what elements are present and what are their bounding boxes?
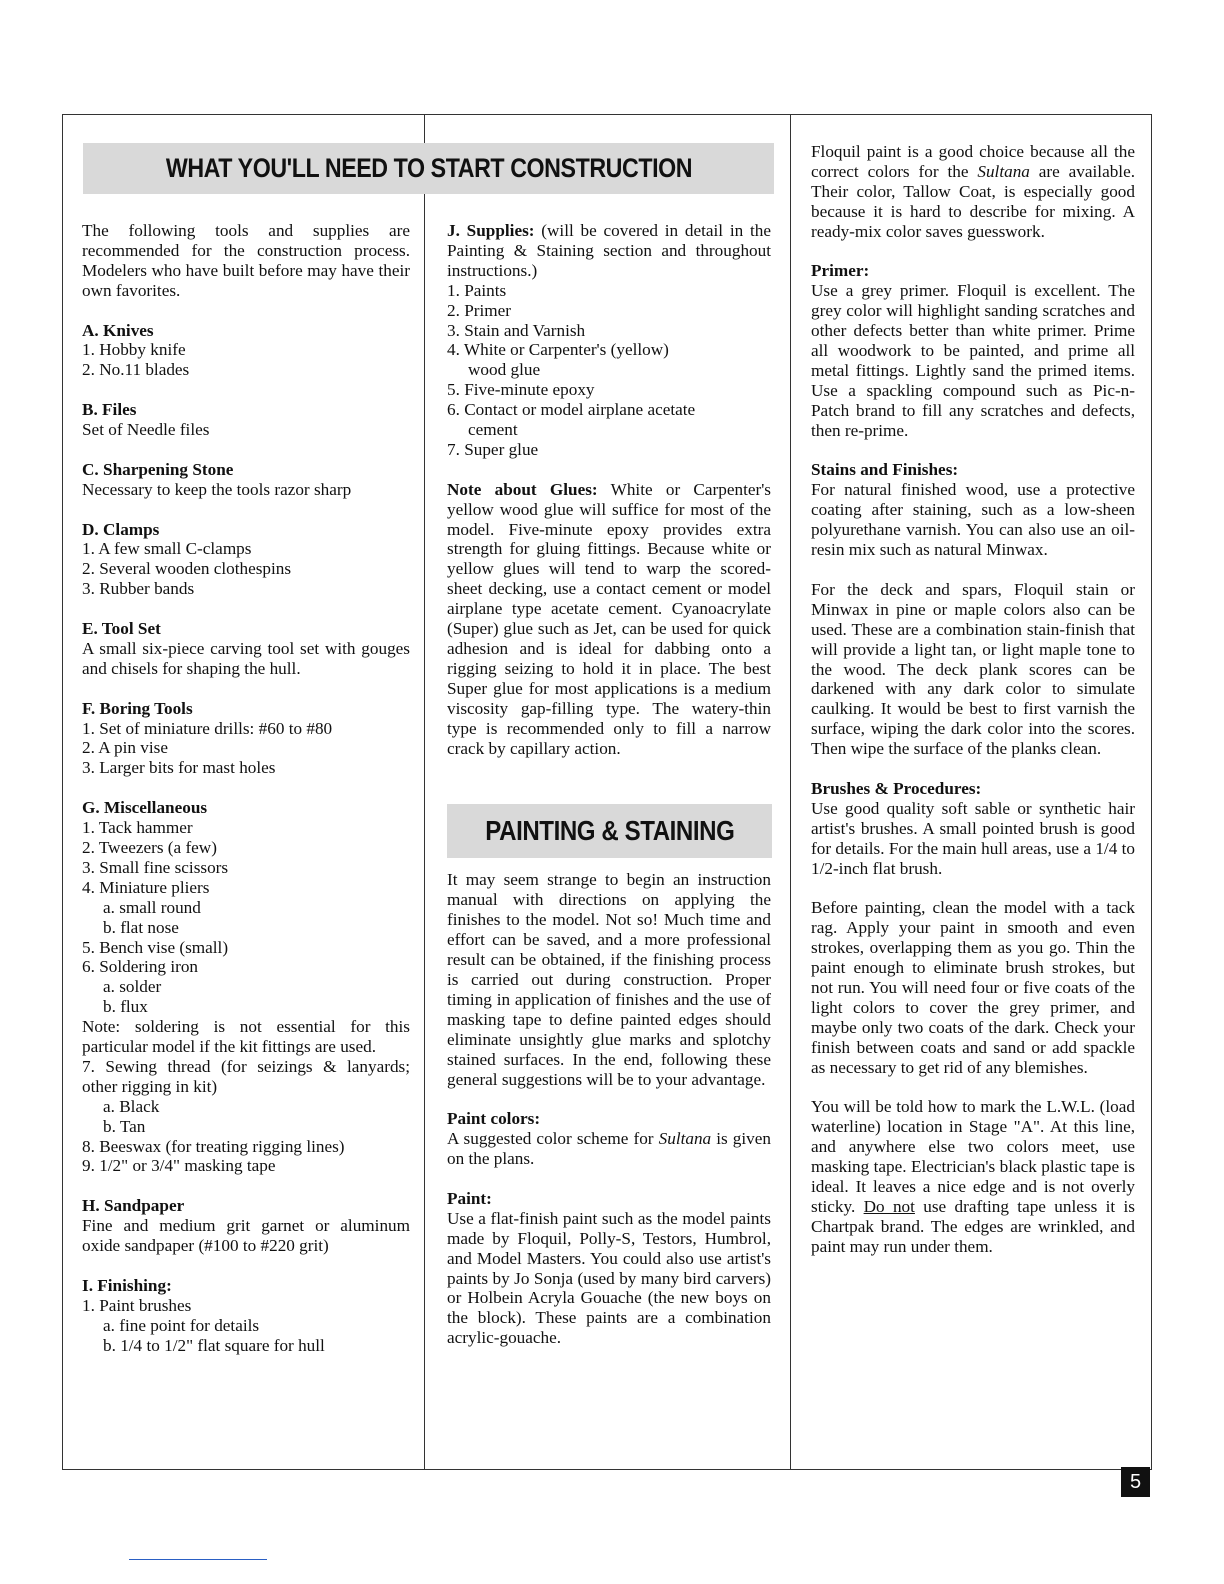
list-item: 3. Stain and Varnish: [447, 320, 586, 340]
sharpening-heading: C. Sharpening Stone: [82, 459, 234, 479]
list-item: 6. Soldering iron: [82, 957, 199, 977]
list-item: 2. No.11 blades: [82, 360, 190, 380]
before-painting-paragraph: Before painting, clean the model with a tack rag. Apply your paint in smooth and even strokes, overlapping them as you go. Thin the paint enough to eliminate brush strokes, but not run. You will need four or five coats of the light colors to cover the grey primer, and maybe only two coats of the dark. Check your finish between coats and sand or add spackle as necessary to get rid of any blemishes.: [811, 898, 1135, 1077]
list-item: 4. White or Carpenter's (yellow): [447, 340, 669, 360]
stains-text: For natural finished wood, use a protective coating after staining, such as a low-sheen polyurethane varnish. You can also use an oil-resin mix such as natural Minwax.: [811, 480, 1135, 560]
footer-rule: [129, 1559, 267, 1560]
section-banner-painting: PAINTING & STAINING: [447, 804, 772, 858]
primer-text: Use a grey primer. Floquil is excellent. The grey color will highlight sanding scratches and other defects better than white primer. Prime all woodwork to be painted, and prime all metal fittings. Lightly sand the primed items. Use a spackling compound such as Pic-n-Patch brand to fill any scratches and defects, then re-prime.: [811, 281, 1135, 440]
paint-colors-heading: Paint colors:: [447, 1109, 541, 1129]
soldering-note: Note: soldering is not essential for this particular model if the kit fittings are used.: [82, 1017, 410, 1057]
toolset-text: A small six-piece carving tool set with gouges and chisels for shaping the hull.: [82, 638, 410, 678]
list-item: 5. Bench vise (small): [82, 937, 229, 957]
glues-paragraph: Note about Glues: White or Carpenter's yellow wood glue will suffice for most of the model. Five-minute epoxy provides extra strength for gluing fittings. Because white or yellow glues will tend to warp the scored-sheet decking, use a contact cement or model airplane type acetate cement. Cyanoacrylate (Super) glue such as Jet, can be used for quick adhesion and is ideal for dabbing onto a rigging seizing to hold it in place. The best Super glue for most applications is a medium viscosity gap-filling type. The watery-thin type is recommended only to fill a narrow crack by capillary action.: [447, 479, 771, 758]
list-item: 1. Hobby knife: [82, 340, 186, 360]
list-subitem: a. fine point for details: [103, 1315, 260, 1335]
deck-paragraph: For the deck and spars, Floquil stain or Minwax in pine or maple colors also can be used. These are a combination stain-finish that will provide a light tan, or light maple tone to the wood. The deck plank scores can be darkened with any dark color to simulate caulking. It would be best to first varnish the surface, wiping the dark color into the scores. Then wipe the surface of the planks clean.: [811, 579, 1135, 759]
list-subitem: a. solder: [103, 977, 162, 997]
column-supplies: [447, 221, 771, 1348]
list-item: 2. A pin vise: [82, 738, 168, 758]
list-item: 7. Super glue: [447, 439, 539, 459]
list-subitem: b. flux: [103, 997, 148, 1017]
sandpaper-heading: H. Sandpaper: [82, 1196, 185, 1216]
list-subitem: b. Tan: [103, 1116, 146, 1136]
list-subitem: b. 1/4 to 1/2" flat square for hull: [103, 1335, 325, 1355]
stains-heading: Stains and Finishes:: [811, 460, 959, 480]
list-item: 4. Miniature pliers: [82, 877, 210, 897]
waterline-paragraph: You will be told how to mark the L.W.L. (load waterline) location in Stage "A". At this line, and anywhere else two colors meet, use masking tape. Electrician's black plastic tape is ideal. It leaves a nice edge and is not overly sticky. Do not use drafting tape unless it is Chartpak brand. The edges are wrinkled, and paint may run under them.: [811, 1097, 1135, 1256]
files-text: Set of Needle files: [82, 420, 210, 440]
list-item-continued: cement: [468, 420, 518, 440]
boring-tools-heading: F. Boring Tools: [82, 698, 193, 718]
section-banner-construction: WHAT YOU'LL NEED TO START CONSTRUCTION: [83, 143, 774, 194]
list-subitem: b. flat nose: [103, 917, 179, 937]
list-item: 5. Five-minute epoxy: [447, 380, 595, 400]
knives-heading: A. Knives: [82, 320, 154, 340]
list-item: 1. A few small C-clamps: [82, 539, 252, 559]
page-number: 5: [1121, 1467, 1150, 1497]
finishing-heading: I. Finishing:: [82, 1275, 172, 1295]
column-finishing: [811, 142, 1135, 1257]
column-divider-2: [790, 114, 791, 1470]
floquil-paragraph: Floquil paint is a good choice because all the correct colors for the Sultana are available. Their color, Tallow Coat, is especially good because it is hard to describe for mixing. A ready-mix color saves guesswork.: [811, 142, 1135, 241]
list-item-continued: wood glue: [468, 360, 541, 380]
paint-heading: Paint:: [447, 1188, 492, 1208]
list-item: 2. Several wooden clothespins: [82, 559, 292, 579]
supplies-heading: J. Supplies:: [447, 221, 535, 240]
list-item: 1. Paints: [447, 280, 507, 300]
sharpening-text: Necessary to keep the tools razor sharp: [82, 479, 352, 499]
painting-intro: It may seem strange to begin an instruction manual with directions on applying the finishes to the model. Not so! Much time and effort can be saved, and a more professional result can be obtained, if the finishing process is carried out during construction. Proper timing in application of finishes and the use of masking tape to define painted edges should eliminate unsightly glue marks and splotchy stained surfaces. In the end, following these general suggestions will be to your advantage.: [447, 870, 771, 1089]
supplies-paragraph: J. Supplies: (will be covered in detail in the Painting & Staining section and throughout instructions.): [447, 221, 771, 280]
list-item: 1. Tack hammer: [82, 818, 193, 838]
brushes-heading: Brushes & Procedures:: [811, 778, 982, 798]
list-subitem: a. Black: [103, 1096, 160, 1116]
list-item: 3. Larger bits for mast holes: [82, 758, 276, 778]
clamps-heading: D. Clamps: [82, 519, 160, 539]
paint-text: Use a flat-finish paint such as the model paints made by Floquil, Polly-S, Testors, Humbrol, and Model Masters. You could also use artist's paints by Jo Sonja (used by many bird carvers) or Holbein Acryla Gouache (the new boys on the block). These paints are a combination acrylic-gouache.: [447, 1208, 771, 1348]
column-divider-1: [424, 114, 425, 1470]
list-item: 6. Contact or model airplane acetate: [447, 400, 696, 420]
list-item: 2. Primer: [447, 300, 511, 320]
glues-heading: Note about Glues:: [447, 479, 598, 499]
primer-heading: Primer:: [811, 261, 870, 281]
list-item: 3. Rubber bands: [82, 579, 195, 599]
banner-spacer: [447, 758, 771, 870]
intro-paragraph: The following tools and supplies are recommended for the construction process. Modelers who have built before may have their own favorites.: [82, 221, 410, 300]
list-item: 1. Set of miniature drills: #60 to #80: [82, 718, 333, 738]
list-item: 7. Sewing thread (for seizings & lanyards; other rigging in kit): [82, 1056, 410, 1096]
list-subitem: a. small round: [103, 897, 201, 917]
sandpaper-text: Fine and medium grit garnet or aluminum oxide sandpaper (#100 to #220 grit): [82, 1216, 410, 1256]
misc-heading: G. Miscellaneous: [82, 798, 208, 818]
paint-colors-text: A suggested color scheme for Sultana is given on the plans.: [447, 1129, 771, 1169]
list-item: 2. Tweezers (a few): [82, 837, 217, 857]
brushes-text: Use good quality soft sable or synthetic hair artist's brushes. A small pointed brush is good for details. For the main hull areas, use a 1/4 to 1/2-inch flat brush.: [811, 798, 1135, 878]
column-tools-list: [82, 221, 410, 1356]
list-item: 8. Beeswax (for treating rigging lines): [82, 1136, 345, 1156]
files-heading: B. Files: [82, 400, 137, 420]
list-item: 3. Small fine scissors: [82, 857, 229, 877]
toolset-heading: E. Tool Set: [82, 619, 161, 639]
list-item: 1. Paint brushes: [82, 1295, 192, 1315]
list-item: 9. 1/2" or 3/4" masking tape: [82, 1156, 276, 1176]
